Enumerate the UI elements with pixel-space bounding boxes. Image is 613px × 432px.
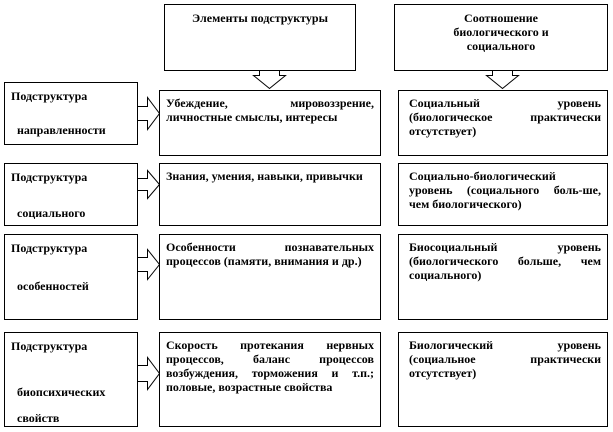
right-arrow-row-1	[138, 98, 160, 130]
right-box-row-1: Социальный уровень (биологическое практически отсутствует)	[398, 90, 608, 156]
right-box-row-2: Социально-биологический уровень (социального боль-ше, чем биологического)	[398, 163, 608, 226]
middle-box-row-3: Особенности познавательных процессов (памяти, внимания и др.)	[159, 234, 381, 320]
middle-box-row-2: Знания, умения, навыки, привычки	[159, 163, 381, 226]
left-box-row-1: Подструктура направленности	[4, 82, 138, 145]
left-box-row-2: Подструктура социального	[4, 163, 138, 226]
header-elements: Элементы подструктуры	[164, 4, 356, 71]
right-arrow-row-4	[138, 358, 160, 390]
left-box-row-3: Подструктура особенностей	[4, 234, 138, 320]
header-ratio: Соотношение биологического и социального	[394, 4, 608, 71]
down-arrow-right	[487, 71, 519, 89]
right-box-row-4: Биологический уровень (социальное практически отсутствует)	[398, 332, 608, 427]
right-arrow-row-3	[138, 250, 160, 280]
middle-box-row-4: Скорость протекания нервных процессов, баланс процессов возбуждения, торможения и т.п.; половые, возрастные свойства	[159, 332, 381, 427]
right-arrow-row-2	[138, 171, 160, 199]
right-box-row-3: Биосоциальный уровень (биологического больше, чем социального)	[398, 234, 608, 320]
down-arrow-middle	[254, 71, 286, 89]
middle-box-row-1: Убеждение, мировоззрение, личностные смыслы, интересы	[159, 90, 381, 156]
left-box-row-4: Подструктура биопсихических свойств	[4, 332, 138, 427]
